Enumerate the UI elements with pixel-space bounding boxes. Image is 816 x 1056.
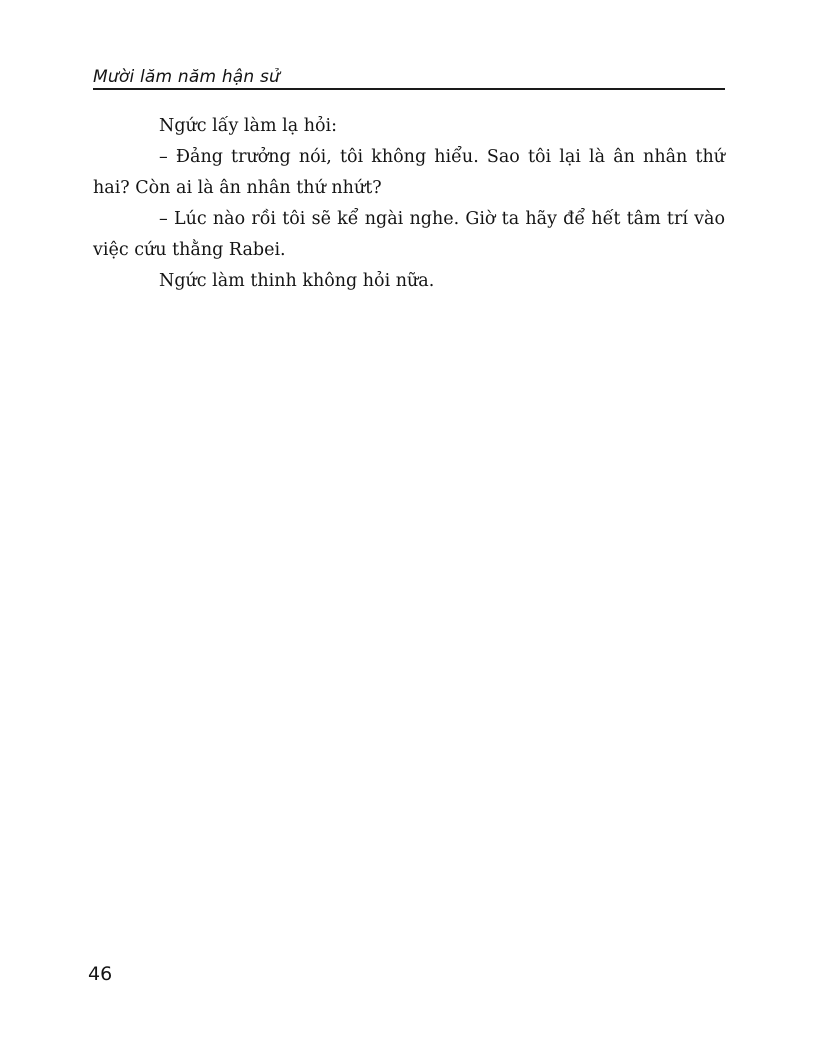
page-number: 46: [88, 963, 113, 985]
paragraph: Ngức làm thinh không hỏi nữa.: [159, 271, 435, 291]
body-text: [93, 111, 725, 297]
paragraph: Ngức lấy làm lạ hỏi:: [159, 116, 337, 136]
running-header: [93, 62, 725, 90]
paragraph: – Đảng trưởng nói, tôi không hiểu. Sao tôi lại là ân nhân thứ hai? Còn ai là ân nhân thứ nhứt?: [93, 147, 725, 198]
book-title: Mười lăm năm hận sử: [93, 67, 281, 87]
paragraph: – Lúc nào rồi tôi sẽ kể ngài nghe. Giờ ta hãy để hết tâm trí vào việc cứu thằng Rabei.: [93, 209, 725, 260]
